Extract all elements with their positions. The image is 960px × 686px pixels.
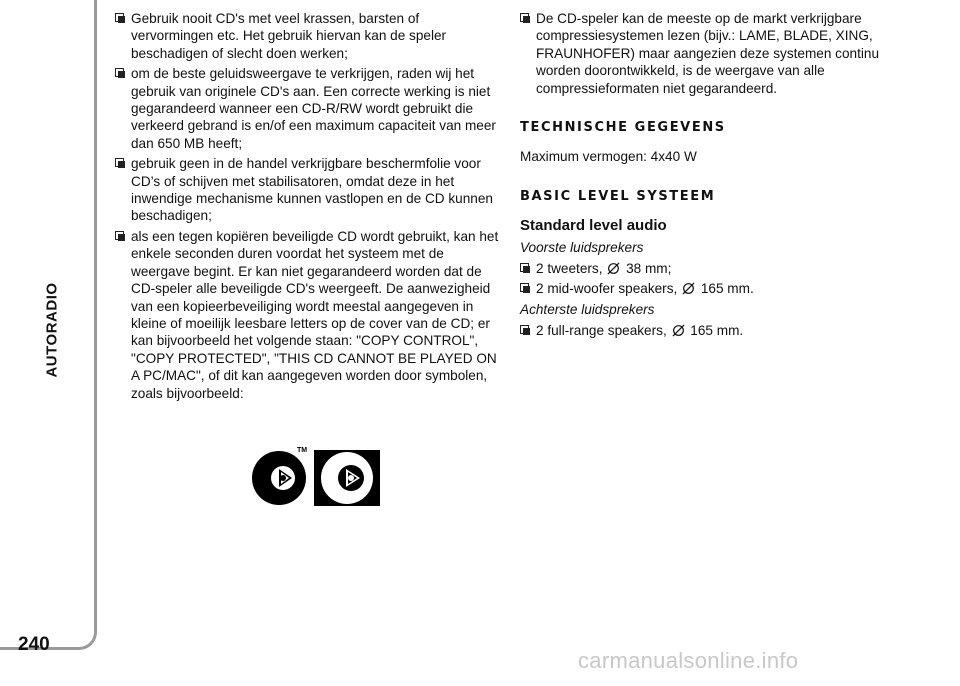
bullet-item [115, 228, 503, 402]
checkbox-bullet-icon [115, 13, 124, 22]
section-heading: BASIC LEVEL SYSTEEM [520, 188, 716, 204]
subheading: Standard level audio [520, 217, 667, 235]
checkbox-bullet-icon [520, 13, 529, 22]
bullet-text: Gebruik nooit CD's met veel krassen, barsten of vervormingen etc. Het gebruik hiervan kan de speler beschadigen of slecht doen werken; [131, 11, 447, 61]
checkbox-bullet-icon [115, 231, 124, 240]
speaker-prefix: 2 full-range speakers, [536, 323, 667, 339]
checkbox-bullet-icon [520, 325, 529, 334]
diameter-icon [672, 324, 685, 337]
checkbox-bullet-icon [520, 283, 529, 292]
checkbox-bullet-icon [115, 68, 124, 77]
checkbox-bullet-icon [520, 263, 529, 272]
diameter-icon [607, 262, 620, 275]
speaker-item [520, 260, 920, 277]
bullet-text: gebruik geen in de handel verkrijgbare beschermfolie voor CD’s of schijven met stabilisatoren, omdat deze in het inwendige mechanisme kunnen vastlopen en de CD kunnen beschadigen; [131, 156, 493, 224]
speaker-prefix: 2 tweeters, [536, 261, 603, 277]
bullet-text: als een tegen kopiëren beveiligde CD wordt gebruikt, kan het enkele seconden duren voordat het systeem met de weergave begint. Er kan niet gegarandeerd worden dat de CD-speler alle beveiligde CD's weergeeft. De aanwezigheid van een kopieerbeveiliging wordt meestal aangegeven in kleine of moeilijk leesbare letters op de cover van de CD; er kan bijvoorbeeld het volgende staan: "COPY CONTROL", "COPY PROTECTED", "THIS CD CANNOT BE PLAYED ON A PC/MAC", of dit kan aangegeven worden door symbolen, zoals bijvoorbeeld: [131, 228, 499, 401]
bullet-item [520, 10, 920, 97]
copy-protection-disc-icon [245, 440, 395, 506]
checkbox-bullet-icon [115, 158, 124, 167]
max-power-text: Maximum vermogen: 4x40 W [520, 149, 697, 165]
front-speakers-label: Voorste luidsprekers [520, 239, 644, 255]
bullet-text: om de beste geluidsweergave te verkrijgen, raden wij het gebruik van originele CD's aan. Een correcte werking is niet gegarandeerd wanneer een CD-R/RW wordt gebruikt die verkeerd gebrand is en/of een maximum capaciteit van meer dan 650 MB heeft; [131, 66, 496, 151]
bullet-item [115, 10, 503, 62]
bullet-item [115, 65, 503, 152]
speaker-item [520, 280, 920, 297]
copy-protection-logos [245, 440, 395, 506]
section-label: AUTORADIO [43, 282, 61, 378]
speaker-item [520, 322, 920, 339]
speaker-size: 165 mm. [700, 281, 754, 297]
speaker-prefix: 2 mid-woofer speakers, [536, 281, 678, 297]
logo-tm-label: TM [369, 443, 380, 450]
speaker-size: 38 mm; [626, 261, 672, 277]
speaker-size: 165 mm. [690, 323, 744, 339]
diameter-icon [682, 282, 695, 295]
left-column [115, 10, 503, 405]
bullet-item [115, 155, 503, 225]
page-number: 240 [18, 634, 50, 655]
bullet-text: De CD-speler kan de meeste op de markt verkrijgbare compressiesystemen lezen (bijv.: LAME, BLADE, XING, FRAUNHOFER) maar aangezien deze systemen continu worden doorontwikkeld, is de weergave van alle compressieformaten niet gegarandeerd. [536, 11, 880, 96]
logo-tm-label: TM [297, 447, 308, 454]
rear-speakers-label: Achterste luidsprekers [520, 301, 655, 317]
section-heading: TECHNISCHE GEGEVENS [520, 120, 726, 136]
watermark-text: carmanualsonline.info [578, 648, 799, 673]
right-column [520, 10, 920, 343]
